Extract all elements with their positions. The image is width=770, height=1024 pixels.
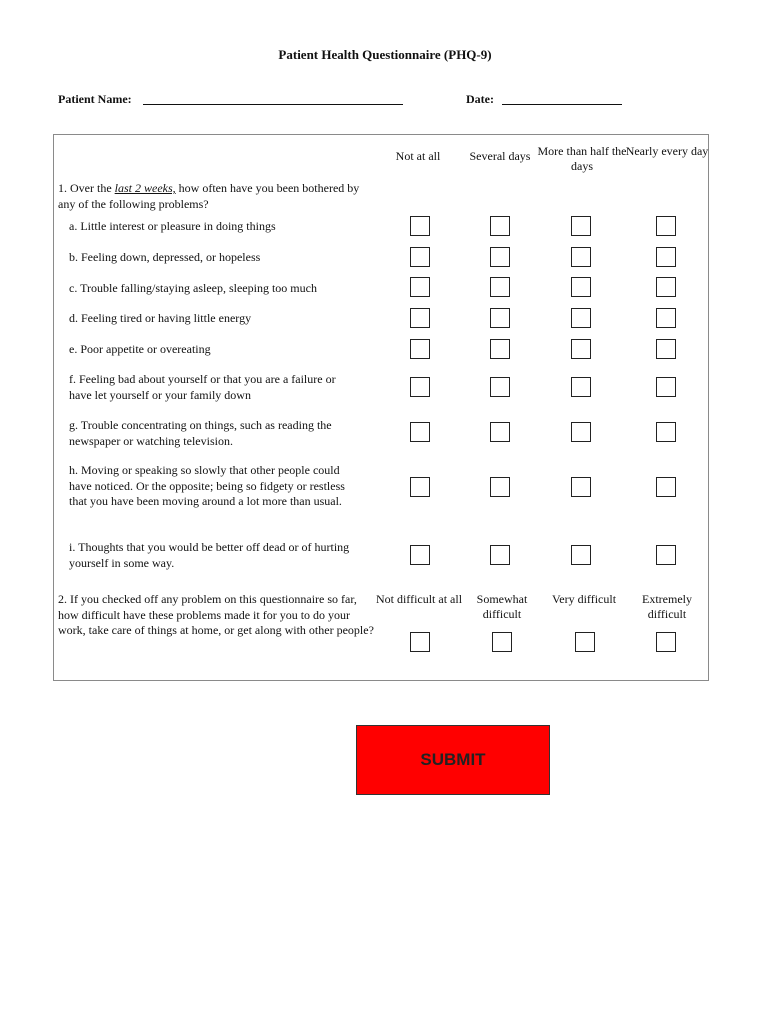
checkbox-item-i-several-days[interactable]	[490, 545, 510, 565]
patient-name-label: Patient Name:	[58, 92, 132, 106]
checkbox-item-c-nearly-every-day[interactable]	[656, 277, 676, 297]
checkbox-item-a-more-than-half[interactable]	[571, 216, 591, 236]
checkbox-item-a-nearly-every-day[interactable]	[656, 216, 676, 236]
checkbox-item-d-nearly-every-day[interactable]	[656, 308, 676, 328]
checkbox-item-c-several-days[interactable]	[490, 277, 510, 297]
item-c-label: c. Trouble falling/staying asleep, sleeping too much	[69, 281, 317, 295]
checkbox-item-i-not-at-all[interactable]	[410, 545, 430, 565]
column-header-nearly-every-day: Nearly every day	[625, 144, 709, 158]
item-e-label: e. Poor appetite or overeating	[69, 342, 211, 356]
question-1-prompt	[58, 181, 368, 212]
checkbox-item-h-nearly-every-day[interactable]	[656, 477, 676, 497]
question-1-prefix: 1. Over the	[58, 181, 115, 195]
question-1-suffix: how often have you been bothered by any of the following problems?	[58, 181, 360, 211]
checkbox-item-g-nearly-every-day[interactable]	[656, 422, 676, 442]
item-f-label: f. Feeling bad about yourself or that you are a failure or have let yourself or your family down	[69, 372, 336, 402]
checkbox-item-g-more-than-half[interactable]	[571, 422, 591, 442]
checkbox-item-c-more-than-half[interactable]	[571, 277, 591, 297]
checkbox-item-a-not-at-all[interactable]	[410, 216, 430, 236]
checkbox-item-i-nearly-every-day[interactable]	[656, 545, 676, 565]
q2-option-somewhat-difficult: Somewhat difficult	[476, 592, 528, 621]
item-h-label: h. Moving or speaking so slowly that other people could have noticed. Or the opposite; being so fidgety or restless that you have been moving around a lot more than usual.	[69, 463, 345, 508]
q2-option-not-difficult: Not difficult at all	[375, 592, 463, 606]
checkbox-item-d-not-at-all[interactable]	[410, 308, 430, 328]
item-a-label: a. Little interest or pleasure in doing things	[69, 219, 276, 233]
item-i-label: i. Thoughts that you would be better off dead or of hurting yourself in some way.	[69, 540, 350, 570]
page-title: Patient Health Questionnaire (PHQ-9)	[278, 47, 492, 62]
q2-option-very-difficult: Very difficult	[551, 592, 617, 606]
checkbox-item-d-several-days[interactable]	[490, 308, 510, 328]
date-field[interactable]	[502, 104, 622, 105]
checkbox-q2-not-difficult[interactable]	[410, 632, 430, 652]
checkbox-item-b-not-at-all[interactable]	[410, 247, 430, 267]
checkbox-item-d-more-than-half[interactable]	[571, 308, 591, 328]
checkbox-item-c-not-at-all[interactable]	[410, 277, 430, 297]
checkbox-q2-extremely-difficult[interactable]	[656, 632, 676, 652]
checkbox-item-f-several-days[interactable]	[490, 377, 510, 397]
checkbox-item-i-more-than-half[interactable]	[571, 545, 591, 565]
item-d-label: d. Feeling tired or having little energy	[69, 311, 252, 325]
checkbox-item-e-not-at-all[interactable]	[410, 339, 430, 359]
date-label: Date:	[466, 92, 494, 106]
checkbox-item-e-nearly-every-day[interactable]	[656, 339, 676, 359]
question-1-emphasis: last 2 weeks,	[114, 181, 176, 195]
checkbox-item-e-more-than-half[interactable]	[571, 339, 591, 359]
item-b-label: b. Feeling down, depressed, or hopeless	[69, 250, 261, 264]
submit-button[interactable]: SUBMIT	[356, 725, 550, 795]
checkbox-item-f-nearly-every-day[interactable]	[656, 377, 676, 397]
patient-name-field[interactable]	[143, 104, 403, 105]
column-header-not-at-all: Not at all	[395, 149, 441, 163]
checkbox-item-b-more-than-half[interactable]	[571, 247, 591, 267]
column-header-more-than-half: More than half the days	[537, 144, 627, 173]
question-2-prompt: 2. If you checked off any problem on this questionnaire so far, how difficult have these problems made it for you to do your work, take care of things at home, or get along with other people?	[58, 592, 374, 637]
column-header-several-days: Several days	[469, 149, 531, 163]
checkbox-item-f-not-at-all[interactable]	[410, 377, 430, 397]
checkbox-item-b-nearly-every-day[interactable]	[656, 247, 676, 267]
checkbox-item-h-several-days[interactable]	[490, 477, 510, 497]
checkbox-item-e-several-days[interactable]	[490, 339, 510, 359]
checkbox-item-f-more-than-half[interactable]	[571, 377, 591, 397]
checkbox-item-h-not-at-all[interactable]	[410, 477, 430, 497]
checkbox-item-h-more-than-half[interactable]	[571, 477, 591, 497]
checkbox-item-g-not-at-all[interactable]	[410, 422, 430, 442]
checkbox-item-g-several-days[interactable]	[490, 422, 510, 442]
checkbox-q2-very-difficult[interactable]	[575, 632, 595, 652]
checkbox-q2-somewhat-difficult[interactable]	[492, 632, 512, 652]
checkbox-item-a-several-days[interactable]	[490, 216, 510, 236]
q2-option-extremely-difficult: Extremely difficult	[642, 592, 692, 621]
checkbox-item-b-several-days[interactable]	[490, 247, 510, 267]
item-g-label: g. Trouble concentrating on things, such as reading the newspaper or watching television.	[69, 418, 332, 448]
